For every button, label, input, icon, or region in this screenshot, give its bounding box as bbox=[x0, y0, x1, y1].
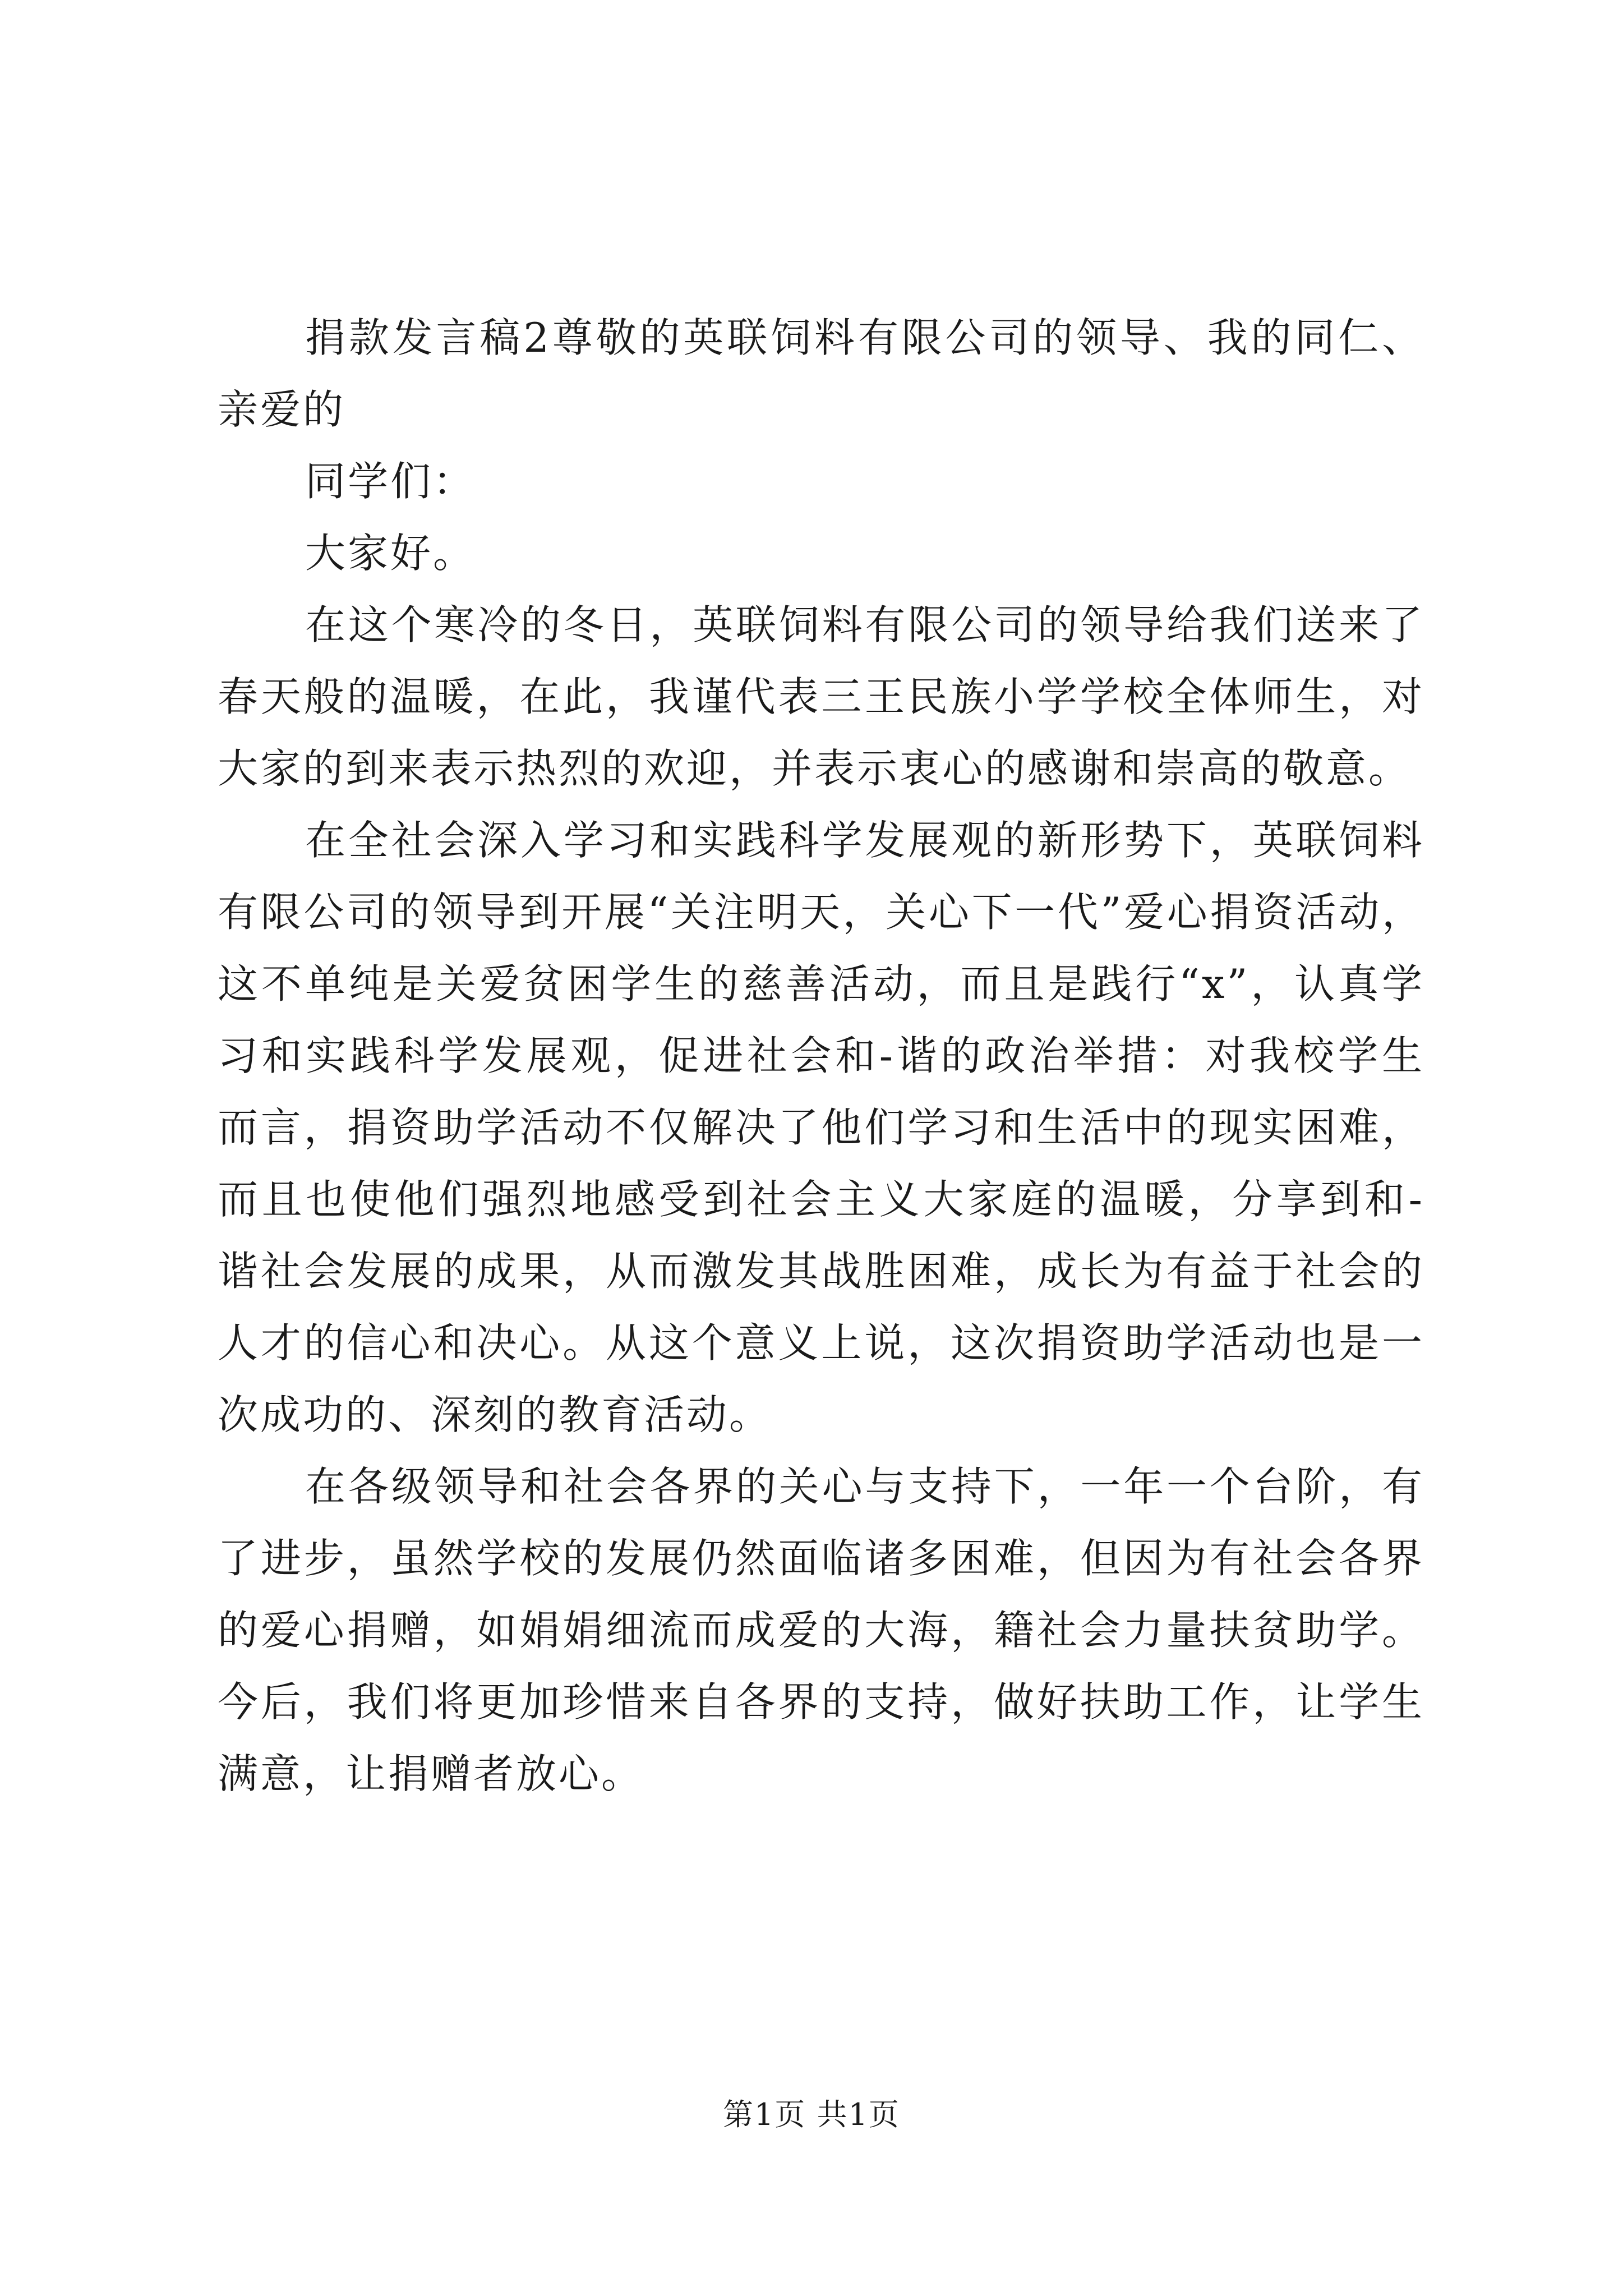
paragraph-hello: 大家好。 bbox=[305, 530, 476, 577]
paragraph-activity: 在全社会深入学习和实践科学发展观的新形势下，英联饲料有限公司的领导到开展“关注明天，关心下一代”爱心捐资活动，这不单纯是关爱贫困学生的慈善活动，而且是践行“x”，认真学习和实践科学发展观，促进社会和-谐的政治举措：对我校学生而言，捐资助学活动不仅解决了他们学习和生活中的现实困难，而且也使他们强烈地感受到社会主义大家庭的温暖，分享到和-谐社会发展的成果，从而激发其战胜困难，成长为有益于社会的人才的信心和决心。从这个意义上说，这次捐资助学活动也是一次成功的、深刻的教育活动。 bbox=[218, 817, 1424, 1438]
paragraph-addressee: 同学们： bbox=[305, 458, 476, 505]
paragraph-closing: 在各级领导和社会各界的关心与支持下，一年一个台阶，有了进步，虽然学校的发展仍然面临诸多困难，但因为有社会各界的爱心捐赠，如娟娟细流而成爱的大海，籍社会力量扶贫助学。今后，我们将更加珍惜来自各界的支持，做好扶助工作，让学生满意，让捐赠者放心。 bbox=[218, 1463, 1424, 1797]
paragraph-title-greeting: 捐款发言稿2尊敬的英联饲料有限公司的领导、我的同仁、亲爱的 bbox=[218, 314, 1424, 433]
paragraph-thanks: 在这个寒冷的冬日，英联饲料有限公司的领导给我们送来了春天般的温暖，在此，我谨代表三王民族小学学校全体师生，对大家的到来表示热烈的欢迎，并表示衷心的感谢和崇高的敬意。 bbox=[218, 601, 1424, 792]
document-body bbox=[218, 302, 1424, 1810]
page-footer: 第1页 共1页 bbox=[723, 2097, 900, 2132]
